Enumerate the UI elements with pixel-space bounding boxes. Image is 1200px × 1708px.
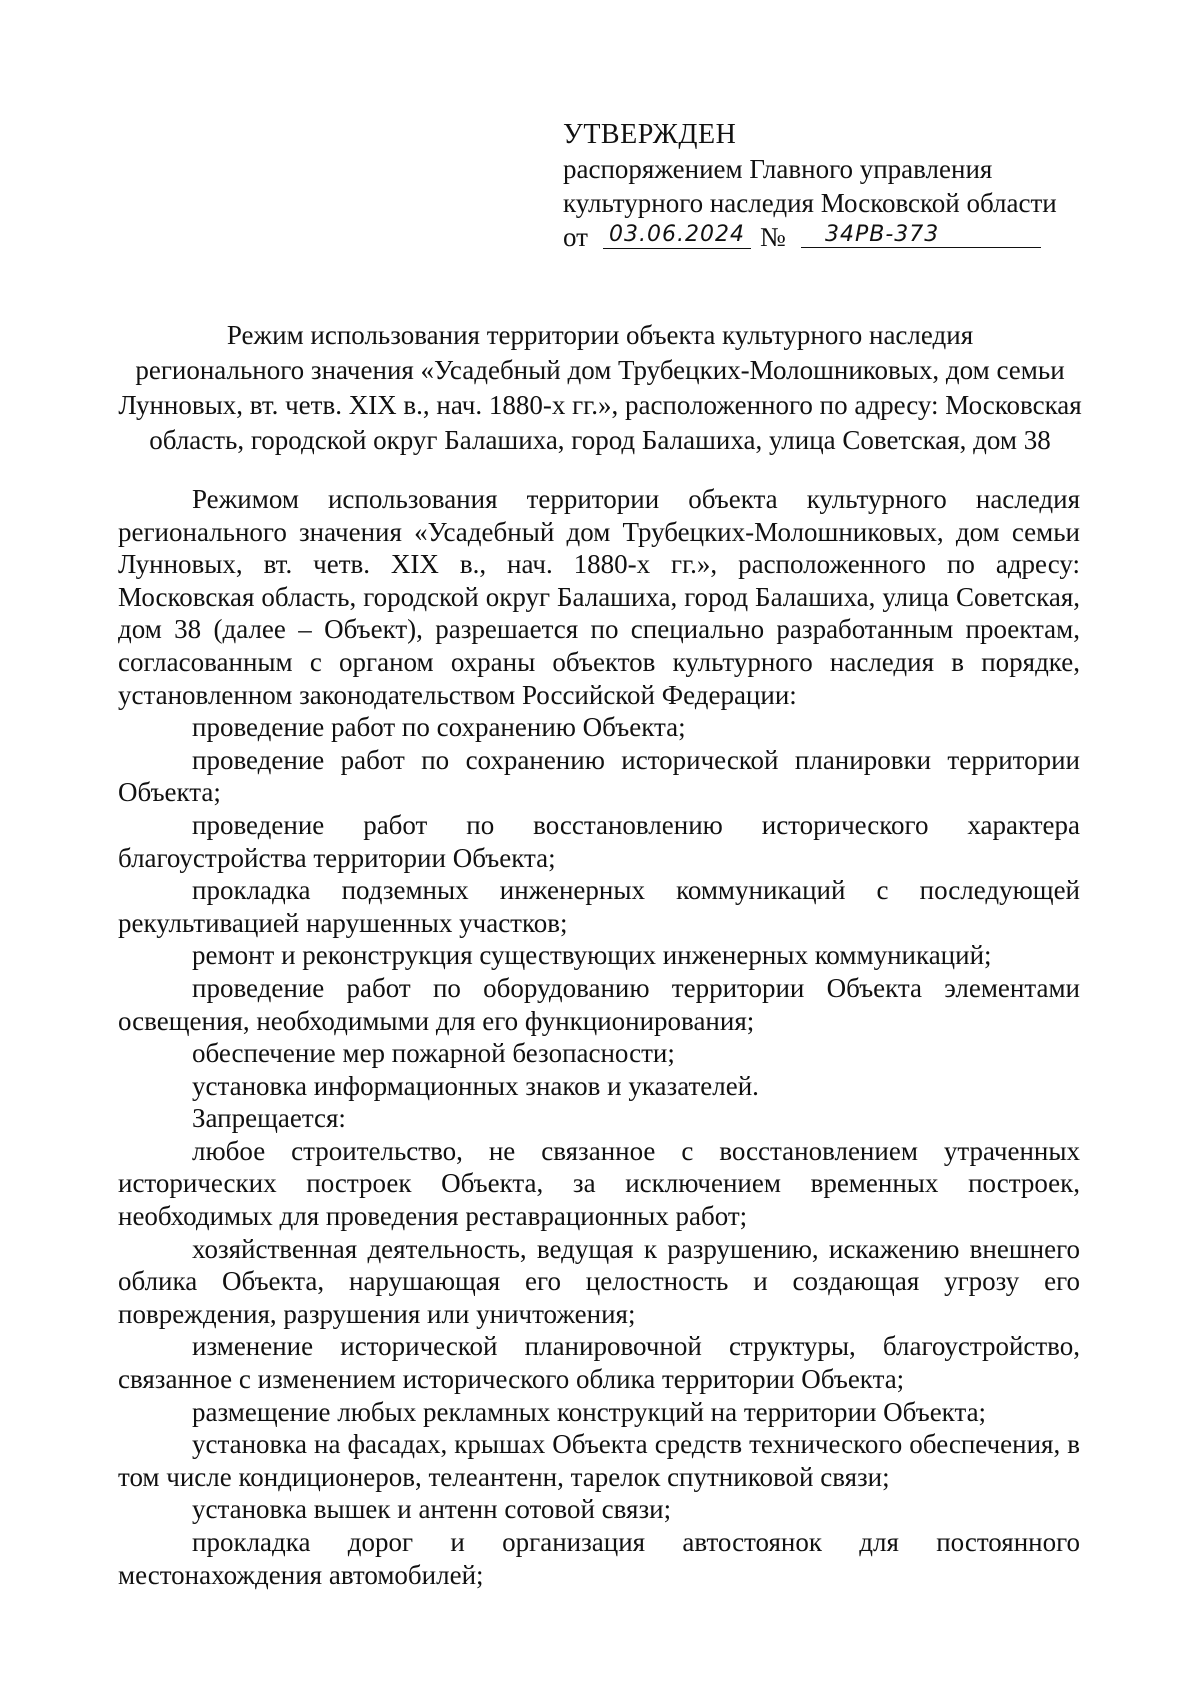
approval-date: 03.06.2024: [603, 220, 751, 249]
prohibited-label: Запрещается:: [192, 1103, 346, 1134]
prohibited-item: размещение любых рекламных конструкций на территории Объекта;: [192, 1396, 987, 1427]
allowed-item: проведение работ по сохранению Объекта;: [192, 712, 686, 743]
prohibited-item: изменение исторической планировочной структуры, благоустройство, связанное с изменением исторического облика территории Объекта;: [118, 1331, 1080, 1395]
prohibited-item: хозяйственная деятельность, ведущая к разрушению, искажению внешнего облика Объекта, нарушающая его целостность и создающая угрозу его повреждения, разрушения или уничтожения;: [118, 1233, 1080, 1329]
approval-number: 34РВ-373: [801, 220, 1041, 248]
allowed-item: установка информационных знаков и указателей.: [192, 1070, 759, 1101]
prohibited-item: прокладка дорог и организация автостоянок для постоянного местонахождения автомобилей;: [118, 1527, 1080, 1590]
approval-number-label: №: [760, 222, 786, 252]
heading-line-3: Лунновых, вт. четв. XIX в., нач. 1880-х гг.», расположенного по адресу: Московская: [118, 390, 1082, 420]
intro-paragraph: Режимом использования территории объекта культурного наследия регионального значения «Усадебный дом Трубецких-Молошниковых, дом семьи Лунновых, вт. четв. XIX в., нач. 1880-х гг.», расположенного по адресу: Московская область, городской округ Балашиха, город Балашиха, улица Советская, дом 38 (далее – Объект), разрешается по специально разработанным проектам, согласованным с органом охраны объектов культурного наследия в порядке, установленном законодательством Российской Федерации:: [118, 484, 1080, 710]
allowed-item: проведение работ по оборудованию территории Объекта элементами освещения, необходимыми для его функционирования;: [118, 972, 1080, 1036]
allowed-item: проведение работ по восстановлению исторического характера благоустройства территории Объекта;: [118, 809, 1080, 873]
approval-authority-line-2: культурного наследия Московской области: [563, 188, 1057, 218]
approval-authority-line-1: распоряжением Главного управления: [563, 154, 993, 184]
allowed-item: обеспечение мер пожарной безопасности;: [192, 1038, 675, 1069]
prohibited-item: установка вышек и антенн сотовой связи;: [192, 1494, 672, 1525]
prohibited-item: любое строительство, не связанное с восстановлением утраченных исторических построек Объекта, за исключением временных построек, необходимых для проведения реставрационных работ;: [118, 1135, 1080, 1232]
heading-line-4: область, городской округ Балашиха, город Балашиха, улица Советская, дом 38: [149, 425, 1051, 455]
document-body: [118, 483, 1080, 1591]
allowed-item: проведение работ по сохранению исторической планировки территории Объекта;: [118, 744, 1080, 808]
document-heading: [118, 318, 1082, 458]
allowed-item: ремонт и реконструкция существующих инженерных коммуникаций;: [192, 940, 992, 971]
prohibited-item: установка на фасадах, крышах Объекта средств технического обеспечения, в том числе кондиционеров, телеантенн, тарелок спутниковой связи;: [118, 1429, 1080, 1492]
heading-line-1: Режим использования территории объекта культурного наследия: [226, 320, 974, 350]
approval-from-label: от: [563, 222, 588, 252]
approval-title: УТВЕРЖДЕН: [563, 119, 737, 150]
approval-date-number-line: [563, 220, 1083, 254]
allowed-item: прокладка подземных инженерных коммуникаций с последующей рекультивацией нарушенных участков;: [118, 875, 1080, 938]
heading-line-2: регионального значения «Усадебный дом Трубецких-Молошниковых, дом семьи: [135, 355, 1065, 385]
approval-block: [563, 118, 1083, 254]
